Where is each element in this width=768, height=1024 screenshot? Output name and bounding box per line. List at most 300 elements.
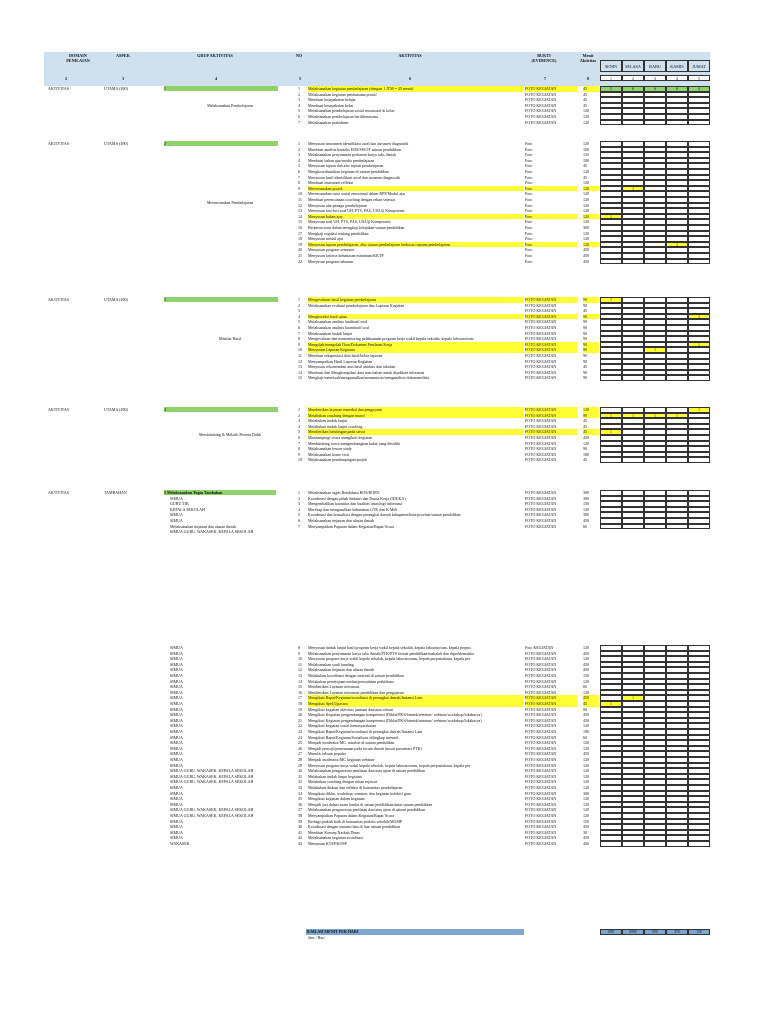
day-cell[interactable]: 1 xyxy=(600,701,622,707)
row-evidence: FOTO KEGIATAN xyxy=(525,325,557,330)
row-no: 20 xyxy=(298,247,302,253)
row-evidence: Foto xyxy=(525,242,577,248)
day-cell[interactable] xyxy=(622,524,644,530)
row-no: 29 xyxy=(298,762,302,768)
row-minutes: 120 xyxy=(583,236,589,242)
day-cell[interactable] xyxy=(688,841,710,847)
day-cell[interactable]: 6 xyxy=(644,86,666,92)
row-pelaksana: SIMUA GURU, WAKASEK, KEPALA SEKOLAH xyxy=(170,807,254,813)
day-number: 1 xyxy=(600,75,622,81)
row-no: 4 xyxy=(298,157,300,163)
row-no: 8 xyxy=(298,336,300,342)
row-no: 13 xyxy=(298,208,302,214)
row-no: 32 xyxy=(298,779,302,785)
row-evidence: Foto xyxy=(525,219,533,225)
row-minutes: 450 xyxy=(583,435,589,440)
row-no: 5 xyxy=(298,512,300,518)
group-aspek: UTAMA (490) xyxy=(104,407,128,412)
row-evidence: FOTO KEGIATAN xyxy=(525,757,557,762)
row-activity: Menyusun KTSP/KOSP xyxy=(308,841,348,846)
row-no: 3 xyxy=(298,418,300,424)
row-no: 9 xyxy=(298,341,300,347)
row-pelaksana: SIMUA xyxy=(170,645,183,650)
row-minutes: 450 xyxy=(583,695,599,701)
row-evidence: Foto xyxy=(525,146,533,152)
row-activity: Mengikuti Rapat/Kegiatan/sosialisasi di perangkat daerah/Instansi Lain xyxy=(308,695,524,701)
day-cell[interactable] xyxy=(644,375,666,381)
row-no: 19 xyxy=(298,706,302,712)
row-no: 5 xyxy=(298,108,300,114)
row-evidence: FOTO KEGIATAN xyxy=(525,518,557,523)
row-activity: Menyusun alat penagu pembelajaran xyxy=(308,202,367,208)
row-no: 10 xyxy=(298,656,302,662)
group-name: Menilai Hasil xyxy=(219,336,241,341)
row-minutes: 90 xyxy=(583,330,587,336)
row-no: 25 xyxy=(298,740,302,746)
row-pelaksana: SIMUA xyxy=(170,723,183,729)
table-row xyxy=(0,375,768,381)
row-minutes: 120 xyxy=(583,214,599,220)
row-minutes: 120 xyxy=(583,678,589,684)
row-evidence: FOTO KEGIATAN xyxy=(525,451,557,457)
total-day-cell: 450 xyxy=(666,929,688,935)
row-no: 9 xyxy=(298,185,300,191)
row-activity: Mengikuti kegiatan sosial kemasyarakatan xyxy=(308,723,377,729)
row-minutes: 45 xyxy=(583,423,587,429)
row-minutes: 450 xyxy=(583,258,589,264)
row-no: 3 xyxy=(298,97,300,103)
row-no: 43 xyxy=(298,841,302,846)
row-no: 17 xyxy=(298,230,302,236)
row-activity: Menyusun modul ajar xyxy=(308,236,344,242)
group-number: 1 xyxy=(164,86,278,91)
row-activity: Menjadi penyaji/pemenuaan pada forum ilmiah (misal presentasi PTK) xyxy=(308,745,422,751)
group-domain: AKTIVITAS xyxy=(48,407,70,412)
day-cell[interactable]: 1 xyxy=(644,413,666,419)
row-activity: Mengembalikan kuantitas dan kualitas teknologi informasi xyxy=(308,501,403,507)
day-cell[interactable] xyxy=(666,375,688,381)
day-cell[interactable] xyxy=(666,841,688,847)
row-minutes: 300 xyxy=(583,495,589,501)
day-cell[interactable] xyxy=(600,120,622,126)
row-pelaksana: SIMUA xyxy=(170,667,183,673)
row-activity: Membuat rekapitulasi data hasil/bobot laporan xyxy=(308,353,383,358)
row-evidence: FOTO KEGIATAN xyxy=(525,740,557,746)
row-no: 8 xyxy=(298,446,300,452)
row-activity: Melakukan persetujuan medan/perusahaan praktikum xyxy=(308,678,394,684)
row-minutes: 45 xyxy=(583,174,587,180)
col-num-6: 6 xyxy=(408,76,412,81)
row-no: 22 xyxy=(298,723,302,729)
row-activity: Menyusun tindak lanjut hasil program kerja wakil kepala sekolah, kepala laboratorium, kepala perpus xyxy=(308,645,471,650)
row-minutes: 120 xyxy=(583,119,589,125)
header-grup: GRUP AKTIVITAS xyxy=(197,53,233,58)
row-minutes: 120 xyxy=(583,180,589,186)
row-minutes: 120 xyxy=(583,440,589,446)
row-activity: Mengkaji regulasi tentang pendidikan xyxy=(308,230,369,236)
row-no: 34 xyxy=(298,790,302,796)
row-activity: Merencanakan projek xyxy=(308,186,524,192)
row-evidence: FOTO KEGIATAN xyxy=(525,751,557,757)
row-minutes: 135 xyxy=(583,152,589,158)
row-no: 6 xyxy=(298,518,300,523)
row-minutes: 300 xyxy=(583,790,589,796)
row-no: 6 xyxy=(298,435,300,440)
row-activity: Melaksanakan penyusunan karya tulis ilmiah/PTK/PTS format pendidikan/makalah dan diproblematika xyxy=(308,650,474,656)
row-activity: Memberikan Layanan informasi pendidikan dan pengajaran xyxy=(308,689,404,695)
total-sub: Jam / Hari xyxy=(308,935,325,940)
day-cell[interactable] xyxy=(666,120,688,126)
row-evidence: Foto KEGIATAN xyxy=(525,645,554,650)
day-cell[interactable] xyxy=(644,120,666,126)
row-activity: Membuat analisis konteks EDS/SWOT satuan pendidikan xyxy=(308,146,401,152)
row-pelaksana: SIMUA xyxy=(170,835,183,841)
row-evidence: Foto xyxy=(525,197,533,202)
row-no: 20 xyxy=(298,712,302,718)
day-cell[interactable] xyxy=(622,375,644,381)
row-no: 7 xyxy=(298,174,300,180)
row-evidence: Foto xyxy=(525,230,533,236)
row-minutes: 45 xyxy=(583,102,587,108)
day-cell[interactable] xyxy=(622,457,644,463)
row-activity: Melaksanakan evaluasi pembelajaran dan Laporan Kegiatan xyxy=(308,302,405,308)
row-minutes: 120 xyxy=(583,745,589,751)
row-evidence: FOTO KEGIATAN xyxy=(525,734,557,740)
row-no: 16 xyxy=(298,689,302,695)
header-no: NO xyxy=(295,53,303,58)
row-no: 14 xyxy=(298,369,302,375)
row-no: 15 xyxy=(298,684,302,690)
row-no: 11 xyxy=(298,661,302,667)
row-minutes: 45 xyxy=(583,308,587,314)
row-no: 7 xyxy=(298,440,300,446)
day-cell[interactable]: 1 xyxy=(622,186,644,192)
row-no: 40 xyxy=(298,824,302,830)
row-evidence: FOTO KEGIATAN xyxy=(525,824,557,830)
row-pelaksana: SIMUA xyxy=(170,757,183,762)
row-activity: Menyampaikan Paparan dalam Kegiatan/Rapat/Acara xyxy=(308,523,395,529)
row-evidence: FOTO KEGIATAN xyxy=(525,695,577,701)
row-activity: Membuat kesepakatan belajar xyxy=(308,97,356,103)
row-activity: Melaksanakan kegiatan pembelajaran (dengan 1 JTM = 45 menit) xyxy=(308,86,524,92)
day-cell[interactable]: 1 xyxy=(622,413,644,419)
row-evidence: FOTO KEGIATAN xyxy=(525,440,557,446)
row-pelaksana: SIMUA xyxy=(170,796,183,802)
row-activity: Membuat dan Mengkompilasi data atau bahan untuk dijadikan informasi xyxy=(308,369,425,375)
day-cell[interactable]: 4 xyxy=(688,86,710,92)
day-cell[interactable] xyxy=(622,259,644,265)
day-cell[interactable] xyxy=(644,259,666,265)
row-activity: Melaksanakan studi banding xyxy=(308,661,354,667)
row-minutes: 150 xyxy=(583,818,589,824)
row-activity: Melaksanakan pendampingan projek xyxy=(308,457,367,463)
day-cell[interactable]: 1 xyxy=(688,314,710,320)
row-minutes: 90 xyxy=(583,413,599,419)
row-evidence: FOTO KEGIATAN xyxy=(525,490,557,495)
row-no: 41 xyxy=(298,829,302,835)
row-no: 21 xyxy=(298,717,302,723)
row-activity: Melaksanakan penyusunan pedoman karya tulis ilmiah xyxy=(308,152,396,158)
row-evidence: Foto xyxy=(525,163,533,169)
row-minutes: 45 xyxy=(583,457,587,463)
day-cell[interactable] xyxy=(622,120,644,126)
row-evidence: FOTO KEGIATAN xyxy=(525,369,557,375)
row-no: 1 xyxy=(298,297,300,302)
row-evidence: FOTO KEGIATAN xyxy=(525,495,557,501)
row-evidence: FOTO KEGIATAN xyxy=(525,656,557,662)
row-evidence: FOTO KEGIATAN xyxy=(525,418,557,424)
row-no: 18 xyxy=(298,701,302,706)
row-activity: Mengikuti Rapat/Kegiatan/Sosialisasi dilingkup internal xyxy=(308,734,399,740)
row-activity: Menyusun program semester xyxy=(308,247,355,253)
row-activity: Membimbing siswa mengembangkan bakat yang dimiliki xyxy=(308,440,401,446)
group-aspek: UTAMA (490) xyxy=(104,297,128,302)
group-number: 5 Melaksanakan Tugas Tambahan xyxy=(164,490,276,495)
row-evidence: FOTO KEGIATAN xyxy=(525,762,557,768)
row-minutes: 120 xyxy=(583,813,589,818)
day-cell[interactable] xyxy=(688,120,710,126)
day-cell[interactable]: 1 xyxy=(666,413,688,419)
row-evidence: FOTO KEGIATAN xyxy=(525,119,557,125)
row-minutes: 150 xyxy=(583,673,589,678)
row-activity: Melaksanakan tindak lanjut xyxy=(308,330,353,336)
row-activity: Melaksanakan analisis kualitatif soal xyxy=(308,319,367,325)
row-evidence: FOTO KEGIATAN xyxy=(525,773,557,779)
row-activity: Mengkoreksi hasil ujian xyxy=(308,314,524,320)
row-activity: Melakukan coaching dengan rekan sejawat xyxy=(308,779,377,785)
day-cell[interactable] xyxy=(666,259,688,265)
day-cell[interactable] xyxy=(688,457,710,463)
row-pelaksana: SIMUA xyxy=(170,717,183,723)
day-cell[interactable]: 1 xyxy=(688,342,710,348)
row-minutes: 60 xyxy=(583,523,587,529)
row-evidence: FOTO KEGIATAN xyxy=(525,729,557,734)
row-evidence: FOTO KEGIATAN xyxy=(525,97,557,103)
row-minutes: 450 xyxy=(583,650,589,656)
row-evidence: FOTO KEGIATAN xyxy=(525,308,557,314)
row-evidence: Foto xyxy=(525,208,533,214)
row-minutes: 45 xyxy=(583,91,587,97)
row-pelaksana: SIMUA xyxy=(170,745,183,751)
row-activity: Melaksanakan pembelajaran sosial emosional di kelas xyxy=(308,108,395,114)
row-evidence: Foto xyxy=(525,169,533,174)
day-cell[interactable] xyxy=(666,457,688,463)
row-no: 8 xyxy=(298,180,300,186)
row-activity: Mengikuti kegiatan dalam kegiatan xyxy=(308,796,365,802)
row-evidence: FOTO KEGIATAN xyxy=(525,790,557,796)
row-evidence: FOTO KEGIATAN xyxy=(525,706,557,712)
row-minutes: 300 xyxy=(583,490,589,495)
row-no: 14 xyxy=(298,678,302,684)
row-no: 6 xyxy=(298,325,300,330)
row-pelaksana: SIMUA GURU, WAKASEK, KEPALA SEKOLAH xyxy=(170,768,254,774)
day-cell[interactable] xyxy=(688,259,710,265)
row-minutes: 90 xyxy=(583,375,587,381)
row-minutes: 450 xyxy=(583,712,589,718)
group-sub-pelaksana: KEPALA SEKOLAH xyxy=(170,506,205,512)
row-no: 15 xyxy=(298,219,302,225)
row-minutes: 450 xyxy=(583,253,589,258)
day-cell[interactable]: 1 xyxy=(600,413,622,419)
row-activity: Menjadi moderator/MC, narafon di satuan pendidikan xyxy=(308,740,395,746)
row-activity: Koordinasi dan konsultasi dengan perangkat daerah kabupaten/kota/provinsi/satuan pendidikan xyxy=(308,512,461,518)
row-pelaksana: SIMUA xyxy=(170,729,183,734)
row-no: 6 xyxy=(298,114,300,119)
day-cell[interactable] xyxy=(600,375,622,381)
total-label: JUMLAH MENIT PER HARI xyxy=(306,929,524,935)
row-minutes: 45 xyxy=(583,418,587,424)
row-no: 18 xyxy=(298,236,302,242)
row-evidence: Foto xyxy=(525,157,533,163)
row-activity: Mengkaji/menelaah/mengumulkan/mensintesis/menganalisis dokumen/data xyxy=(308,375,430,381)
day-cell[interactable] xyxy=(600,841,622,847)
row-no: 10 xyxy=(298,457,302,463)
header-aktivitas: AKTIVITAS xyxy=(398,53,422,58)
row-pelaksana: SIMUA xyxy=(170,712,183,718)
row-no: 19 xyxy=(298,241,302,247)
row-no: 15 xyxy=(298,375,302,381)
row-no: 5 xyxy=(298,319,300,325)
col-num-4: 4 xyxy=(214,76,218,81)
row-activity: Menyampaikan Paparan dalam Kegiatan/Rapat/Acara xyxy=(308,813,395,818)
row-minutes: 90 xyxy=(583,446,587,452)
row-minutes: 120 xyxy=(583,779,589,785)
row-activity: Melaksanakan tinjauan dan ulasan ilmiah xyxy=(308,667,375,673)
row-evidence: FOTO KEGIATAN xyxy=(525,347,577,353)
day-cell[interactable] xyxy=(600,457,622,463)
table-row xyxy=(0,841,768,847)
row-activity: Menyusun Laporan Kegiatan xyxy=(308,347,524,353)
group-domain: AKTIVITAS xyxy=(48,141,70,146)
row-no: 10 xyxy=(298,191,302,197)
row-minutes: 120 xyxy=(583,723,589,729)
day-cell[interactable] xyxy=(644,841,666,847)
day-cell[interactable] xyxy=(600,259,622,265)
day-cell[interactable] xyxy=(622,841,644,847)
day-cell[interactable]: 1 xyxy=(666,242,688,248)
row-minutes: 120 xyxy=(583,197,589,202)
row-pelaksana: SIMUA GURU, WAKASEK, KEPALA SEKOLAH xyxy=(170,779,254,785)
row-minutes: 90 xyxy=(583,358,587,364)
row-evidence: FOTO KEGIATAN xyxy=(525,841,557,846)
row-evidence: FOTO KEGIATAN xyxy=(525,745,557,751)
row-evidence: FOTO KEGIATAN xyxy=(525,457,557,463)
day-cell[interactable] xyxy=(688,375,710,381)
group-sub-pelaksana: Melaksanakan tinjauan dan ulasan ilmiah xyxy=(170,523,237,529)
row-evidence: FOTO KEGIATAN xyxy=(525,353,557,358)
group-aspek: TAMBAHAN xyxy=(104,490,127,495)
row-evidence: FOTO KEGIATAN xyxy=(525,91,557,97)
day-cell[interactable]: 6 xyxy=(622,86,644,92)
col-num-8: 8 xyxy=(586,76,590,81)
row-no: 13 xyxy=(298,364,302,370)
row-activity: Menyusun program kerja wakil kepala sekolah, kepala laboratorium, kepala perpustakaan, kepala per xyxy=(308,762,471,768)
row-minutes: 120 xyxy=(583,169,589,174)
row-minutes: 100 xyxy=(583,146,589,152)
day-cell[interactable]: 6 xyxy=(666,86,688,92)
col-num-3: 3 xyxy=(121,76,125,81)
day-header-rabu: RABU xyxy=(644,60,666,72)
day-cell[interactable] xyxy=(644,524,666,530)
row-no: 37 xyxy=(298,807,302,813)
day-cell[interactable]: 1 xyxy=(600,297,622,303)
row-evidence: FOTO KEGIATAN xyxy=(525,835,557,841)
day-cell[interactable]: 1 xyxy=(688,407,710,413)
row-minutes: 120 xyxy=(583,801,589,807)
row-minutes: 300 xyxy=(583,225,589,230)
row-activity: Mengikuti Apel/Upacara xyxy=(308,701,524,707)
row-minutes: 120 xyxy=(583,689,589,695)
row-no: 2 xyxy=(298,146,300,152)
row-no: 22 xyxy=(298,258,302,264)
row-minutes: 450 xyxy=(583,835,589,841)
row-minutes: 120 xyxy=(583,773,589,779)
row-activity: Merekap dan mengusulkan kebutuhan GTK dan K Meb xyxy=(308,506,398,512)
row-evidence: FOTO KEGIATAN xyxy=(525,684,557,690)
total-day-cell: 000 xyxy=(644,929,666,935)
row-evidence: FOTO KEGIATAN xyxy=(525,818,557,824)
row-activity: Menjadi moderator/MC kegiatan webinar xyxy=(308,757,375,762)
table-row xyxy=(0,457,768,463)
row-minutes: 450 xyxy=(583,841,589,846)
row-minutes: 60 xyxy=(583,684,587,690)
row-evidence: FOTO KEGIATAN xyxy=(525,723,557,729)
row-minutes: 90 xyxy=(583,347,599,353)
row-no: 1 xyxy=(298,407,300,412)
row-evidence: Foto xyxy=(525,225,533,230)
group-sub-pelaksana: SIMUA GURU, WAKASEK, KEPALA SEKOLAH xyxy=(170,529,254,535)
row-activity: Menyusun kisi-kisi soal UH, PTS, PAS, US/Uji Kompetensi xyxy=(308,208,405,214)
day-cell[interactable] xyxy=(600,524,622,530)
row-minutes: 90 xyxy=(583,302,587,308)
group-sub-pelaksana: GURU TIK xyxy=(170,501,189,507)
row-no: 7 xyxy=(298,523,300,529)
row-evidence: FOTO KEGIATAN xyxy=(525,86,577,92)
day-cell[interactable] xyxy=(666,524,688,530)
row-activity: Melaksanakan pengawasan penilaian dan/atau ujian di satuan pendidikan xyxy=(308,768,425,774)
row-evidence: Foto xyxy=(525,180,533,186)
day-cell[interactable]: 2 xyxy=(600,86,622,92)
day-cell[interactable] xyxy=(644,457,666,463)
day-cell[interactable]: 1 xyxy=(600,214,622,220)
day-cell[interactable] xyxy=(688,524,710,530)
row-minutes: 120 xyxy=(583,656,589,662)
day-cell[interactable]: 1 xyxy=(644,347,666,353)
row-activity: Menyusun kriteria ketuntasan minimum/KKTP xyxy=(308,253,384,258)
group-number: 3 xyxy=(164,297,278,302)
row-activity: Melaksanakan pembelajaran berdiferensiasi xyxy=(308,114,379,119)
row-activity: Menyusun rekomendasi atas hasil analisis dan tabulasi xyxy=(308,364,396,370)
row-evidence: FOTO KEGIATAN xyxy=(525,801,557,807)
row-activity: Mengevaluasi hasil kegiatan pembelajaran xyxy=(308,297,524,303)
row-activity: Mengikuti Kegiatan pengembangan kompetensi (Diklat/PKS/bimtek/seminar/ webinar/workshop/lokakarya) xyxy=(308,712,482,718)
day-cell[interactable]: 1 xyxy=(622,695,644,701)
row-no: 31 xyxy=(298,773,302,779)
row-evidence: FOTO KEGIATAN xyxy=(525,689,557,695)
row-activity: Melaksanakan kegiatan pembiasaan positif xyxy=(308,91,377,97)
row-activity: Membuat bahan ajar/media pembelajaran xyxy=(308,157,375,163)
row-evidence: FOTO KEGIATAN xyxy=(525,342,577,348)
row-no: 2 xyxy=(298,91,300,97)
row-activity: Koordinasi dengan pihak Industri dan Dunia Kerja (IDUKA) xyxy=(308,495,406,501)
row-evidence: FOTO KEGIATAN xyxy=(525,297,577,303)
row-evidence: Foto xyxy=(525,186,577,192)
row-minutes: 120 xyxy=(583,219,589,225)
group-sub-pelaksana: SIMUA xyxy=(170,495,183,501)
header-aspek: ASPEK xyxy=(116,53,130,58)
day-cell[interactable]: 1 xyxy=(600,429,622,435)
row-pelaksana: SIMUA xyxy=(170,801,183,807)
